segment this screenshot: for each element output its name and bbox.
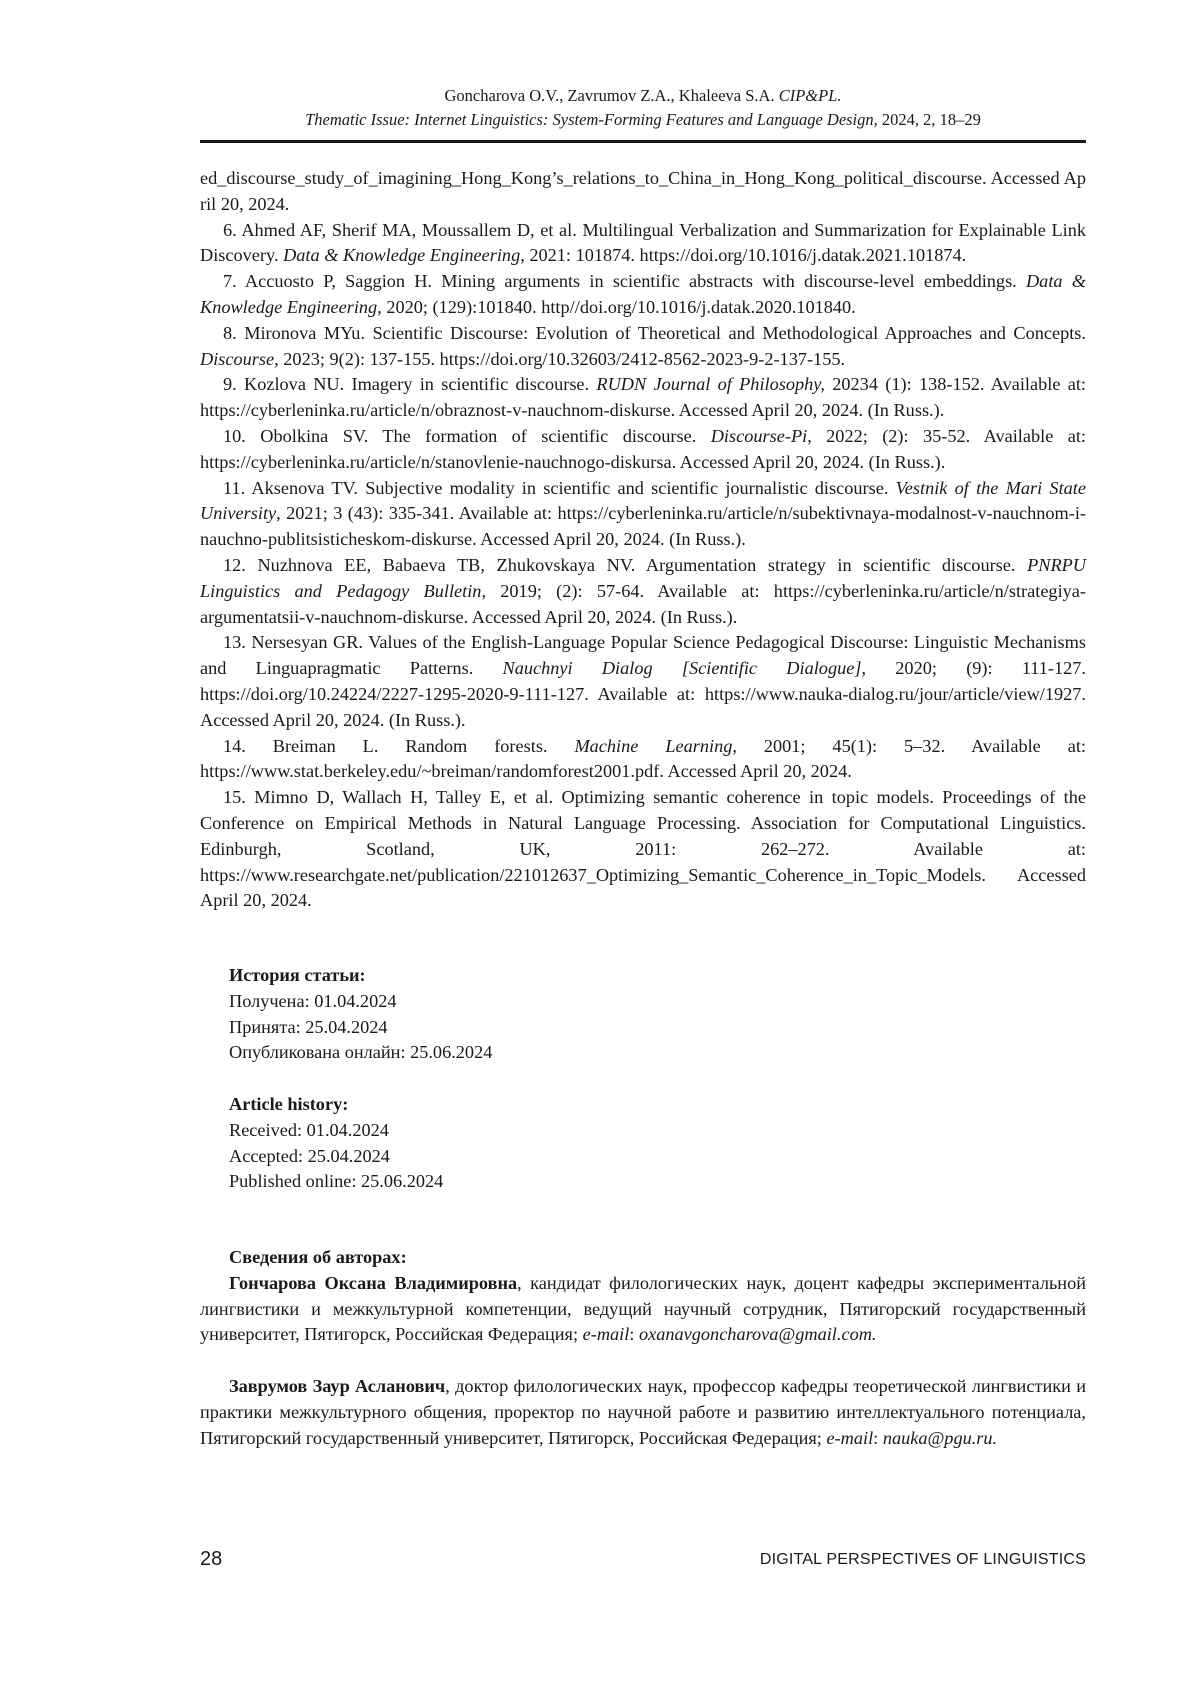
history-ru-received: Получена: 01.04.2024 bbox=[229, 990, 397, 1011]
author-2: Заврумов Заур Асланович, доктор филологических наук, профессор кафедры теоретической лингвистики и практики межкультурного общения, проректор по научной работе и развитию интеллектуального потенциала, Пятигорский государственный университет, Пятигорск, Российская Федерация; e-mail: nauka@pgu.ru. bbox=[200, 1376, 1086, 1448]
author-2-name: Заврумов Заур Асланович bbox=[229, 1376, 446, 1397]
history-ru-published: Опубликована онлайн: 25.06.2024 bbox=[229, 1042, 493, 1063]
header-journal: CIP&PL. bbox=[778, 86, 842, 105]
authors-title: Сведения об авторах: bbox=[229, 1247, 407, 1267]
author-1: Гончарова Оксана Владимировна, кандидат филологических наук, доцент кафедры экспериментальной лингвистики и межкультурной компетенции, ведущий научный сотрудник, Пятигорский государственный университет, Пятигорск, Российская Федерация; e-mail: oxanavgoncharova@gmail.com. bbox=[200, 1272, 1087, 1345]
header-divider bbox=[200, 140, 1086, 143]
article-history-ru bbox=[229, 963, 929, 1066]
header-volume: 2024, 2, 18–29 bbox=[877, 110, 981, 129]
author-1-email: oxanavgoncharova@gmail.com. bbox=[638, 1324, 877, 1345]
article-history-en bbox=[229, 1092, 929, 1195]
reference-11: 11. Aksenova TV. Subjective modality in scientific and scientific journalistic discourse. Vestnik of the Mari State University, 2021; 3 (43): 335-341. Available at: https://cyberleninka.ru/article/n/subektivnaya-modalnost-v-nauchnom-i-nauchno-publitsisticheskom-diskurse. Accessed April 20, 2024. (In Russ.). bbox=[200, 477, 1086, 550]
reference-12: 12. Nuzhnova EE, Babaeva TB, Zhukovskaya NV. Argumentation strategy in scientific discourse. PNRPU Linguistics and Pedagogy Bulletin, 2019; (2): 57-64. Available at: https://cyberleninka.ru/article/n/strategiya-argumentatsii-v-nauchnom-diskurse. Accessed April 20, 2024. (In Russ.). bbox=[200, 554, 1086, 627]
running-header bbox=[200, 84, 1086, 132]
history-ru-title: История статьи: bbox=[229, 965, 366, 985]
reference-13: 13. Nersesyan GR. Values of the English-Language Popular Science Pedagogical Discourse: Linguistic Mechanisms and Linguapragmatic Patterns. Nauchnyi Dialog [Scientific Dialogue], 2020; (9): 111-127. https://doi.org/10.24224/2227-1295-2020-9-111-127. Available at: https://www.nauka-dialog.ru/jour/article/view/1927. Accessed April 20, 2024. (In Russ.). bbox=[200, 632, 1086, 730]
history-en-received: Received: 01.04.2024 bbox=[229, 1119, 389, 1140]
reference-list bbox=[200, 166, 1086, 914]
history-en-title: Article history: bbox=[229, 1094, 349, 1114]
reference-5-continued: ed_discourse_study_of_imagining_Hong_Kong’s_relations_to_China_in_Hong_Kong_political_discourse. Accessed April 20, 2024. bbox=[200, 168, 1086, 214]
reference-9: 9. Kozlova NU. Imagery in scientific discourse. RUDN Journal of Philosophy, 20234 (1): 138-152. Available at: https://cyberleninka.ru/article/n/obraznost-v-nauchnom-diskurse. Accessed April 20, 2024. (In Russ.). bbox=[200, 374, 1086, 421]
author-1-name: Гончарова Оксана Владимировна bbox=[229, 1272, 518, 1293]
reference-15: 15. Mimno D, Wallach H, Talley E, et al. Optimizing semantic coherence in topic models. Proceedings of the Conference on Empirical Methods in Natural Language Processing. Association for Computational Linguistics. Edinburgh, Scotland, UK, 2011: 262–272. Available at: https://www.researchgate.net/publication/221012637_Optimizing_Semantic_Coherence_in_Topic_Models. Accessed April 20, 2024. bbox=[200, 787, 1086, 911]
header-line-2 bbox=[200, 108, 1086, 132]
reference-8: 8. Mironova MYu. Scientific Discourse: Evolution of Theoretical and Methodological Approaches and Concepts. Discourse, 2023; 9(2): 137-155. https://doi.org/10.32603/2412-8562-2023-9-2-137-155. bbox=[200, 322, 1086, 369]
footer-journal-name: DIGITAL PERSPECTIVES OF LINGUISTICS bbox=[759, 1551, 1086, 1568]
reference-7: 7. Accuosto P, Saggion H. Mining arguments in scientific abstracts with discourse-level embeddings. Data & Knowledge Engineering, 2020; (129):101840. http//doi.org/10.1016/j.datak.2020.101840. bbox=[200, 271, 1086, 317]
reference-10: 10. Obolkina SV. The formation of scientific discourse. Discourse-Pi, 2022; (2): 35-52. Available at: https://cyberleninka.ru/article/n/stanovlenie-nauchnogo-diskursa. Accessed April 20, 2024. (In Russ.). bbox=[200, 425, 1086, 472]
author-info bbox=[200, 1245, 1086, 1452]
reference-14: 14. Breiman L. Random forests. Machine Learning, 2001; 45(1): 5–32. Available at: https://www.stat.berkeley.edu/~breiman/randomforest2001.pdf. Accessed April 20, 2024. bbox=[200, 735, 1086, 782]
spacer bbox=[200, 1348, 1086, 1374]
page-number: 28 bbox=[200, 1548, 223, 1570]
reference-6: 6. Ahmed AF, Sherif MA, Moussallem D, et al. Multilingual Verbalization and Summarization for Explainable Link Discovery. Data & Knowledge Engineering, 2021: 101874. https://doi.org/10.1016/j.datak.2021.101874. bbox=[200, 219, 1086, 266]
author-2-email: nauka@pgu.ru. bbox=[882, 1427, 998, 1448]
history-en-published: Published online: 25.06.2024 bbox=[229, 1171, 444, 1192]
header-issue: Thematic Issue: Internet Linguistics: System-Forming Features and Language Design, bbox=[305, 110, 878, 129]
header-line-1 bbox=[200, 84, 1086, 108]
history-ru-accepted: Принята: 25.04.2024 bbox=[229, 1016, 388, 1037]
header-authors: Goncharova O.V., Zavrumov Z.A., Khaleeva S.A. bbox=[444, 86, 779, 105]
history-en-accepted: Accepted: 25.04.2024 bbox=[229, 1145, 390, 1166]
